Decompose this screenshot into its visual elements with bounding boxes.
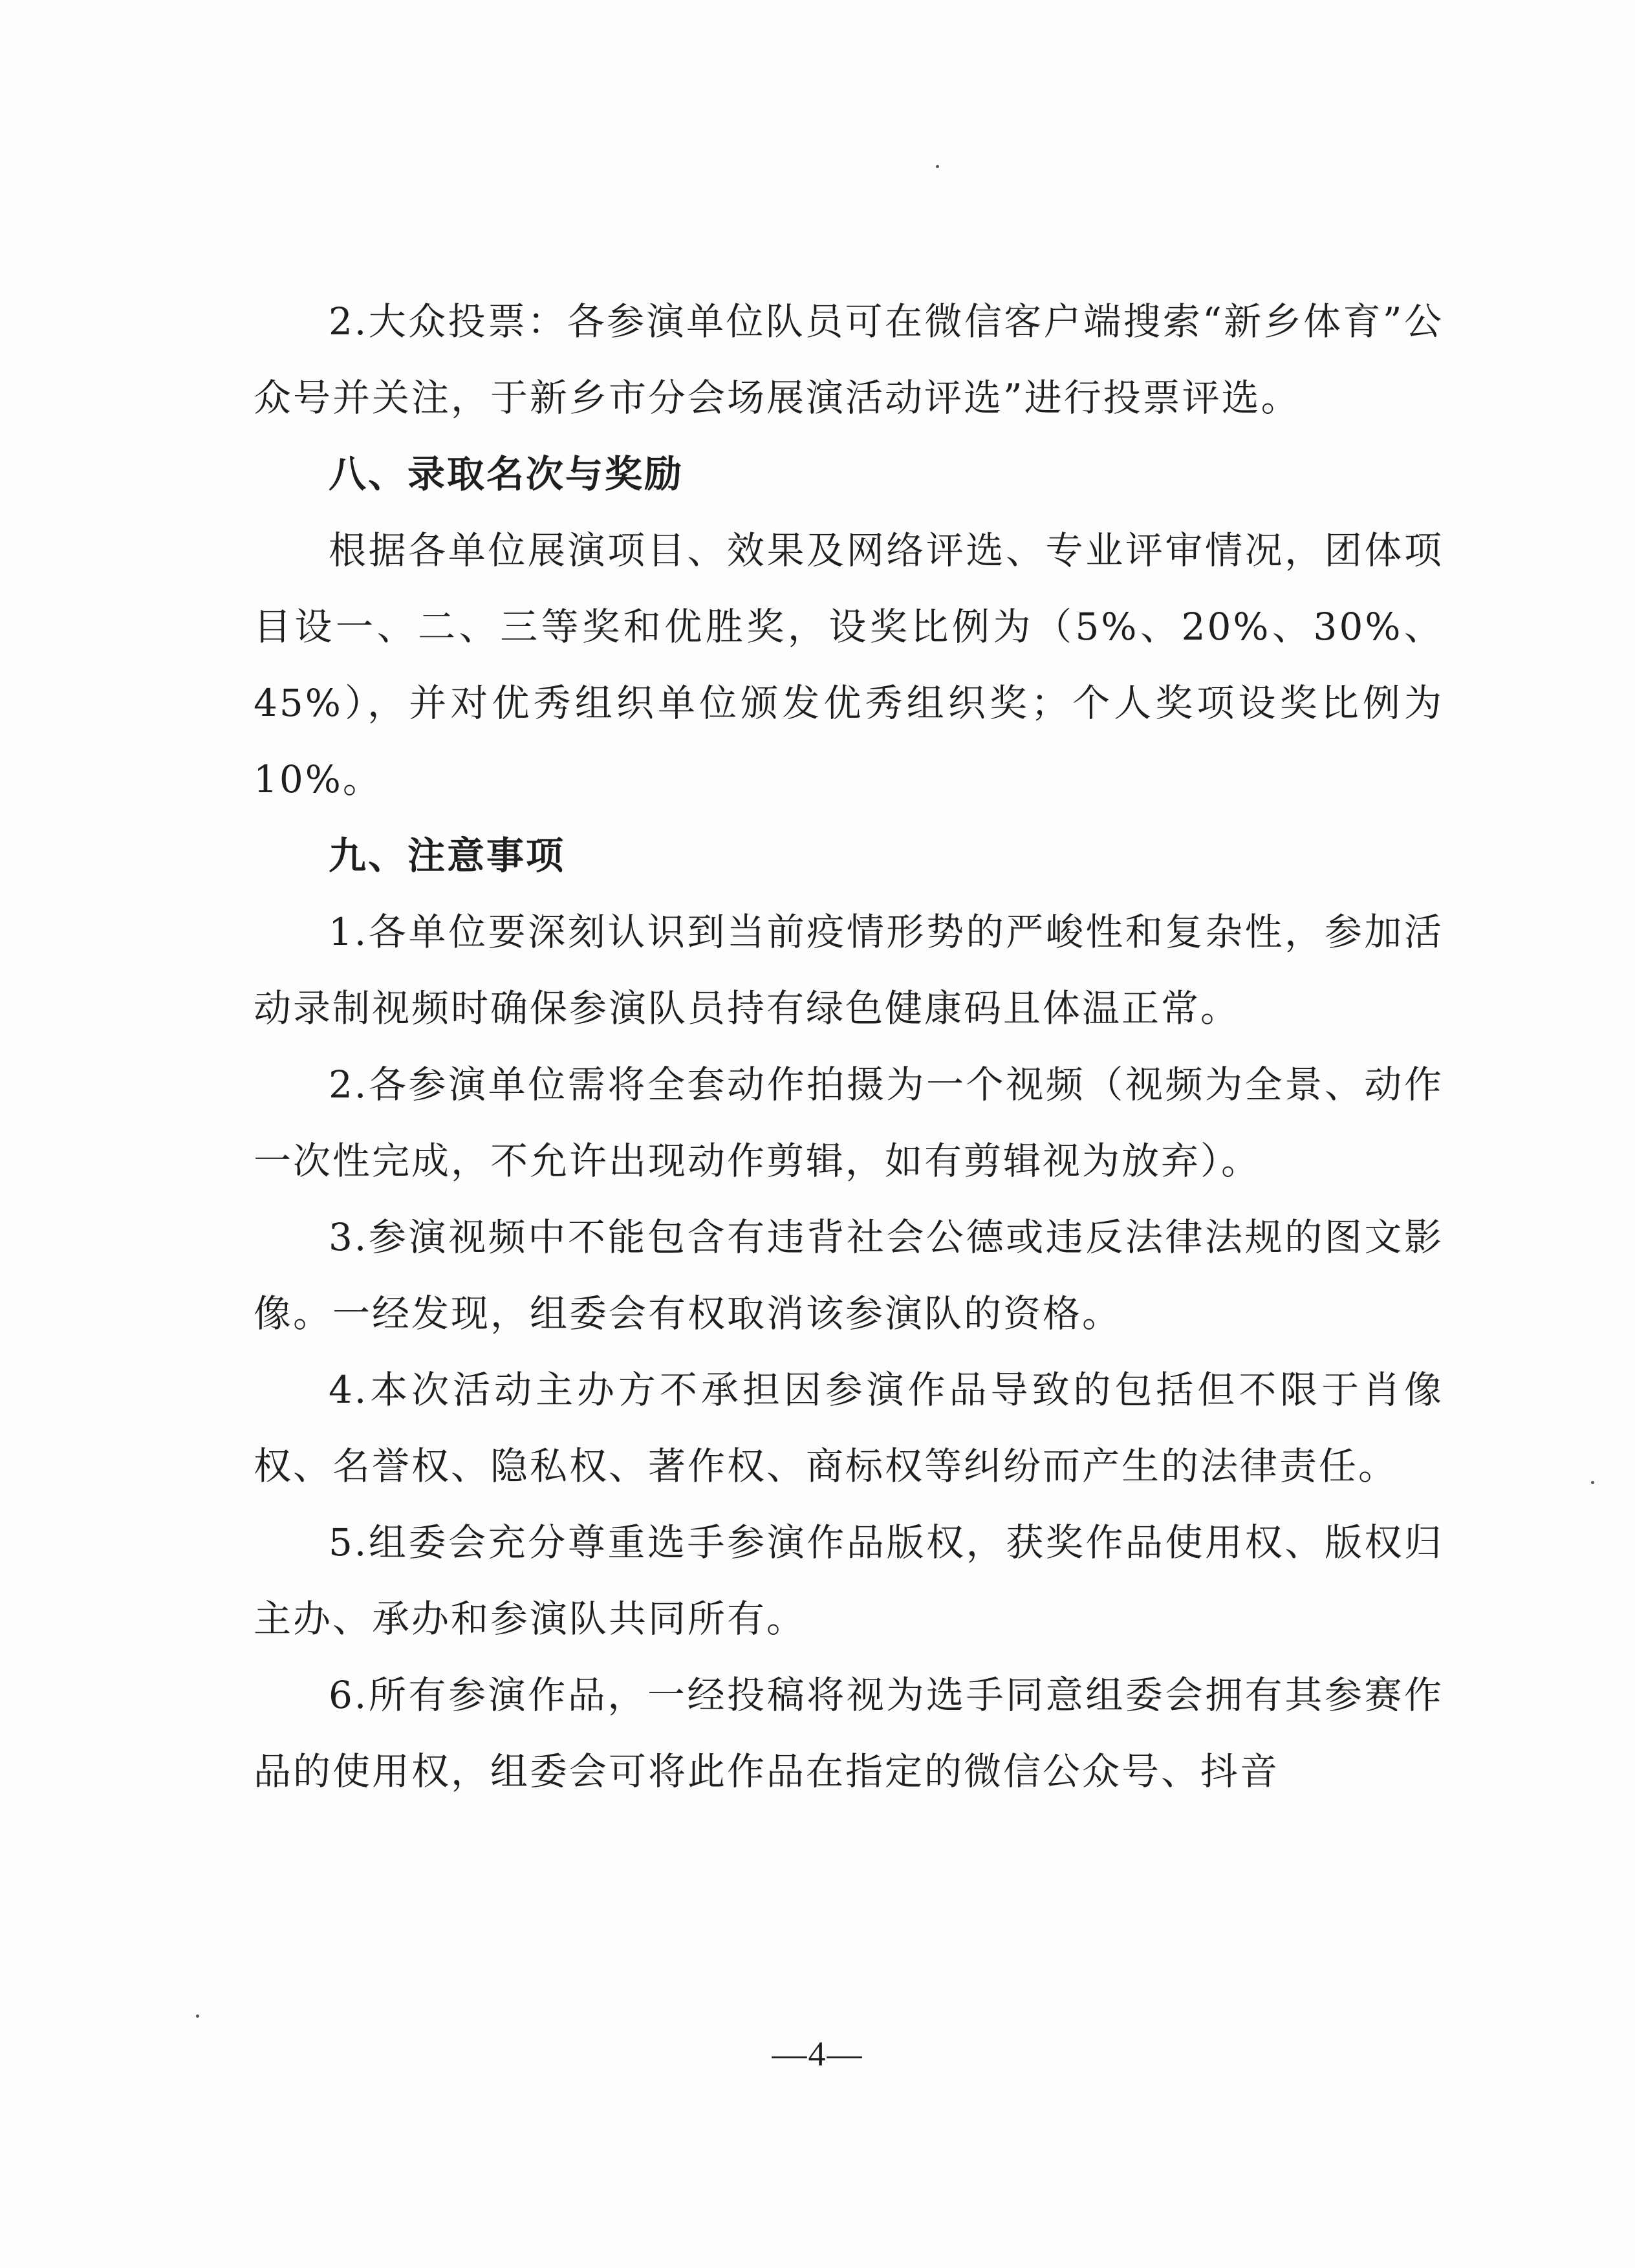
section-heading-notes: 九、注意事项 (329, 834, 566, 878)
page-number: —4— (772, 2035, 863, 2073)
section-heading-awards: 八、录取名次与奖励 (329, 452, 684, 496)
scan-speck-top (936, 165, 939, 168)
scan-speck-bottom (196, 2014, 199, 2018)
scan-speck-right (1591, 1481, 1594, 1484)
paragraph-note-6: 6.所有参演作品，一经投稿将视为选手同意组委会拥有其参赛作品的使用权，组委会可将此作品在指定的微信公众号、抖音 (254, 1673, 1444, 1793)
paragraph-note-5: 5.组委会充分尊重选手参演作品版权，获奖作品使用权、版权归主办、承办和参演队共同所有。 (254, 1520, 1444, 1641)
paragraph-public-voting: 2.大众投票：各参演单位队员可在微信客户端搜索“新乡体育”公众号并关注，于新乡市分会场展演活动评选”进行投票评选。 (254, 299, 1444, 420)
document-body (254, 283, 1444, 1809)
paragraph-note-4: 4.本次活动主办方不承担因参演作品导致的包括但不限于肖像权、名誉权、隐私权、著作权、商标权等纠纷而产生的法律责任。 (254, 1368, 1444, 1488)
paragraph-note-1: 1.各单位要深刻认识到当前疫情形势的严峻性和复杂性，参加活动录制视频时确保参演队员持有绿色健康码且体温正常。 (254, 910, 1444, 1030)
paragraph-award-ratio: 根据各单位展演项目、效果及网络评选、专业评审情况，团体项目设一、二、三等奖和优胜奖，设奖比例为（5%、20%、30%、45%），并对优秀组织单位颁发优秀组织奖；个人奖项设奖比例为10%。 (254, 528, 1444, 801)
paragraph-note-3: 3.参演视频中不能包含有违背社会公德或违反法律法规的图文影像。一经发现，组委会有权取消该参演队的资格。 (254, 1215, 1444, 1335)
paragraph-note-2: 2.各参演单位需将全套动作拍摄为一个视频（视频为全景、动作一次性完成，不允许出现动作剪辑，如有剪辑视为放弃）。 (254, 1063, 1444, 1183)
